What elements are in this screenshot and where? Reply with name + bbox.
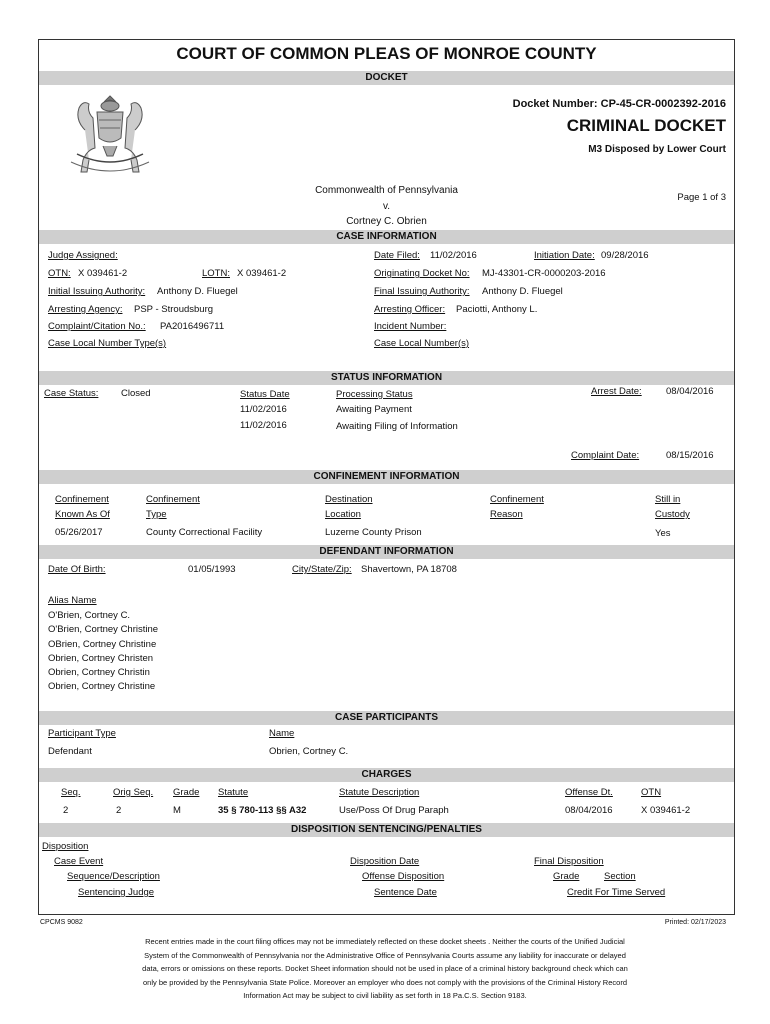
date-of-birth-label: Date Of Birth:	[48, 564, 106, 575]
charge-orig-seq-label: Orig Seq.	[113, 787, 154, 798]
arresting-officer-value: Paciotti, Anthony L.	[456, 304, 538, 315]
complaint-citation-label: Complaint/Citation No.:	[48, 321, 146, 332]
still-in-custody-header: Still in Custody	[655, 494, 690, 520]
court-title: COURT OF COMMON PLEAS OF MONROE COUNTY	[176, 44, 597, 63]
page-number: Page 1 of 3	[677, 192, 726, 203]
alias-item: Obrien, Cortney Christen	[48, 652, 154, 664]
case-local-number-label: Case Local Number(s)	[374, 338, 470, 349]
confinement-type-header: Confinement Type	[146, 494, 200, 520]
status-information-band: STATUS INFORMATION	[39, 371, 734, 385]
initial-issuing-authority-label: Initial Issuing Authority:	[48, 286, 146, 297]
sentencing-judge-label: Sentencing Judge	[78, 887, 155, 898]
city-state-zip-value: Shavertown, PA 18708	[361, 564, 457, 575]
arresting-agency-value: PSP - Stroudsburg	[134, 304, 214, 315]
alias-item: OBrien, Cortney Christine	[48, 638, 157, 650]
alias-list	[48, 609, 158, 695]
participant-type-label: Participant Type	[48, 728, 116, 739]
disposition-grade-label: Grade	[553, 871, 580, 882]
date-filed-value: 11/02/2016	[430, 250, 477, 261]
docket-type: CRIMINAL DOCKET	[566, 116, 726, 135]
alias-item: Obrien, Cortney Christin	[48, 667, 150, 679]
status-row-date: 11/02/2016	[240, 420, 287, 431]
date-of-birth-value: 01/05/1993	[188, 564, 236, 575]
charge-statute-description-value: Use/Poss Of Drug Paraph	[339, 805, 449, 816]
docket-page	[38, 39, 735, 915]
final-issuing-authority-label: Final Issuing Authority:	[374, 286, 470, 297]
initiation-date-value: 09/28/2016	[601, 250, 649, 261]
charge-grade-label: Grade	[173, 787, 200, 798]
disposition-note: M3 Disposed by Lower Court	[588, 144, 726, 155]
final-disposition-label: Final Disposition	[534, 856, 604, 867]
defendant-information-band: DEFENDANT INFORMATION	[39, 545, 734, 559]
case-participants-band: CASE PARTICIPANTS	[39, 711, 734, 725]
form-id: CPCMS 9082	[40, 919, 83, 926]
credit-for-time-served-label: Credit For Time Served	[567, 887, 666, 898]
date-filed-label: Date Filed:	[374, 250, 420, 261]
disposition-band: DISPOSITION SENTENCING/PENALTIES	[39, 823, 734, 837]
otn-value: X 039461-2	[78, 268, 128, 279]
confinement-known-as-of-value: 05/26/2017	[55, 527, 103, 538]
destination-location-header: Destination Location	[325, 494, 373, 520]
city-state-zip-label: City/State/Zip:	[292, 564, 352, 575]
arresting-agency-label: Arresting Agency:	[48, 304, 123, 315]
complaint-date-label: Complaint Date:	[571, 450, 640, 461]
charge-grade-value: M	[173, 805, 181, 816]
status-row-status: Awaiting Filing of Information	[336, 421, 458, 432]
disclaimer-text: Recent entries made in the court filing offices may not be immediately reflected on these docket sheets . Neither the courts of the Unified Judicial System of the Commonwealth of Pennsylvania nor the Administrative Office of Pennsylvania Courts assume any liability for inaccurate or delayed data, errors or omissions on these reports. Docket Sheet information should not be used in place of a criminal history background check which can only be provided by the Pennsylvania State Police. Moreover an employer who does not comply with the provisions of the Criminal History Record Information Act may be subject to civil liability as set forth in 18 Pa.C.S. Section 9183.	[142, 937, 628, 1000]
disposition-section-label: Section	[604, 871, 636, 882]
status-row-date: 11/02/2016	[240, 404, 287, 415]
judge-assigned-label: Judge Assigned:	[48, 250, 118, 261]
docket-band: DOCKET	[39, 71, 734, 85]
confinement-reason-header: Confinement Reason	[490, 494, 544, 520]
charge-seq-value: 2	[63, 805, 69, 816]
case-information-band: CASE INFORMATION	[39, 230, 734, 244]
alias-item: Obrien, Cortney Christine	[48, 681, 156, 693]
charge-orig-seq-value: 2	[116, 805, 122, 816]
complaint-citation-value: PA2016496711	[160, 321, 225, 332]
status-row-status: Awaiting Payment	[336, 404, 412, 415]
charge-otn-value: X 039461-2	[641, 805, 691, 816]
sentence-date-label: Sentence Date	[374, 887, 437, 898]
docket-number: Docket Number: CP-45-CR-0002392-2016	[512, 98, 726, 110]
initial-issuing-authority-value: Anthony D. Fluegel	[157, 286, 238, 297]
processing-status-label: Processing Status	[336, 389, 413, 400]
arrest-date-value: 08/04/2016	[666, 386, 714, 397]
disposition-date-label: Disposition Date	[350, 856, 420, 867]
arrest-date-label: Arrest Date:	[591, 386, 642, 397]
lotn-value: X 039461-2	[237, 268, 287, 279]
charge-seq-label: Seq.	[61, 787, 81, 798]
charge-statute-description-label: Statute Description	[339, 787, 420, 798]
arresting-officer-label: Arresting Officer:	[374, 304, 446, 315]
case-event-label: Case Event	[54, 856, 104, 867]
participant-type-value: Defendant	[48, 746, 92, 757]
lotn-label: LOTN:	[202, 268, 230, 279]
alias-item: O'Brien, Cortney Christine	[48, 624, 159, 636]
case-status-value: Closed	[121, 388, 151, 399]
originating-docket-value: MJ-43301-CR-0000203-2016	[482, 268, 606, 279]
case-status-label: Case Status:	[44, 388, 99, 399]
caption-defendant: Cortney C. Obrien	[346, 216, 427, 227]
participant-name-value: Obrien, Cortney C.	[269, 746, 349, 757]
alias-name-label: Alias Name	[48, 595, 97, 606]
charge-statute-label: Statute	[218, 787, 249, 798]
case-caption	[39, 183, 734, 230]
participant-name-label: Name	[269, 728, 295, 739]
complaint-date-value: 08/15/2016	[666, 450, 714, 461]
sequence-description-label: Sequence/Description	[67, 871, 160, 882]
destination-location-value: Luzerne County Prison	[325, 527, 422, 538]
pennsylvania-seal-icon	[57, 90, 163, 180]
alias-item: O'Brien, Cortney C.	[48, 610, 131, 621]
charges-band: CHARGES	[39, 768, 734, 782]
printed-date: Printed: 02/17/2023	[664, 919, 726, 926]
initiation-date-label: Initiation Date:	[534, 250, 595, 261]
incident-number-label: Incident Number:	[374, 321, 447, 332]
originating-docket-label: Originating Docket No:	[374, 268, 470, 279]
disposition-label: Disposition	[42, 841, 89, 852]
confinement-information-band: CONFINEMENT INFORMATION	[39, 470, 734, 484]
case-local-number-type-label: Case Local Number Type(s)	[48, 338, 167, 349]
charge-offense-date-label: Offense Dt.	[565, 787, 613, 798]
caption-versus: v.	[382, 200, 391, 212]
charge-statute-value: 35 § 780-113 §§ A32	[218, 805, 307, 816]
charge-otn-label: OTN	[641, 787, 662, 798]
otn-label: OTN:	[48, 268, 71, 279]
confinement-known-as-of-header: Confinement Known As Of	[55, 494, 110, 520]
confinement-type-value: County Correctional Facility	[146, 527, 263, 538]
final-issuing-authority-value: Anthony D. Fluegel	[482, 286, 563, 297]
status-date-label: Status Date	[240, 389, 290, 400]
caption-plaintiff: Commonwealth of Pennsylvania	[315, 185, 458, 196]
charge-offense-date-value: 08/04/2016	[565, 805, 613, 816]
still-in-custody-value: Yes	[655, 528, 671, 539]
offense-disposition-label: Offense Disposition	[362, 871, 445, 882]
